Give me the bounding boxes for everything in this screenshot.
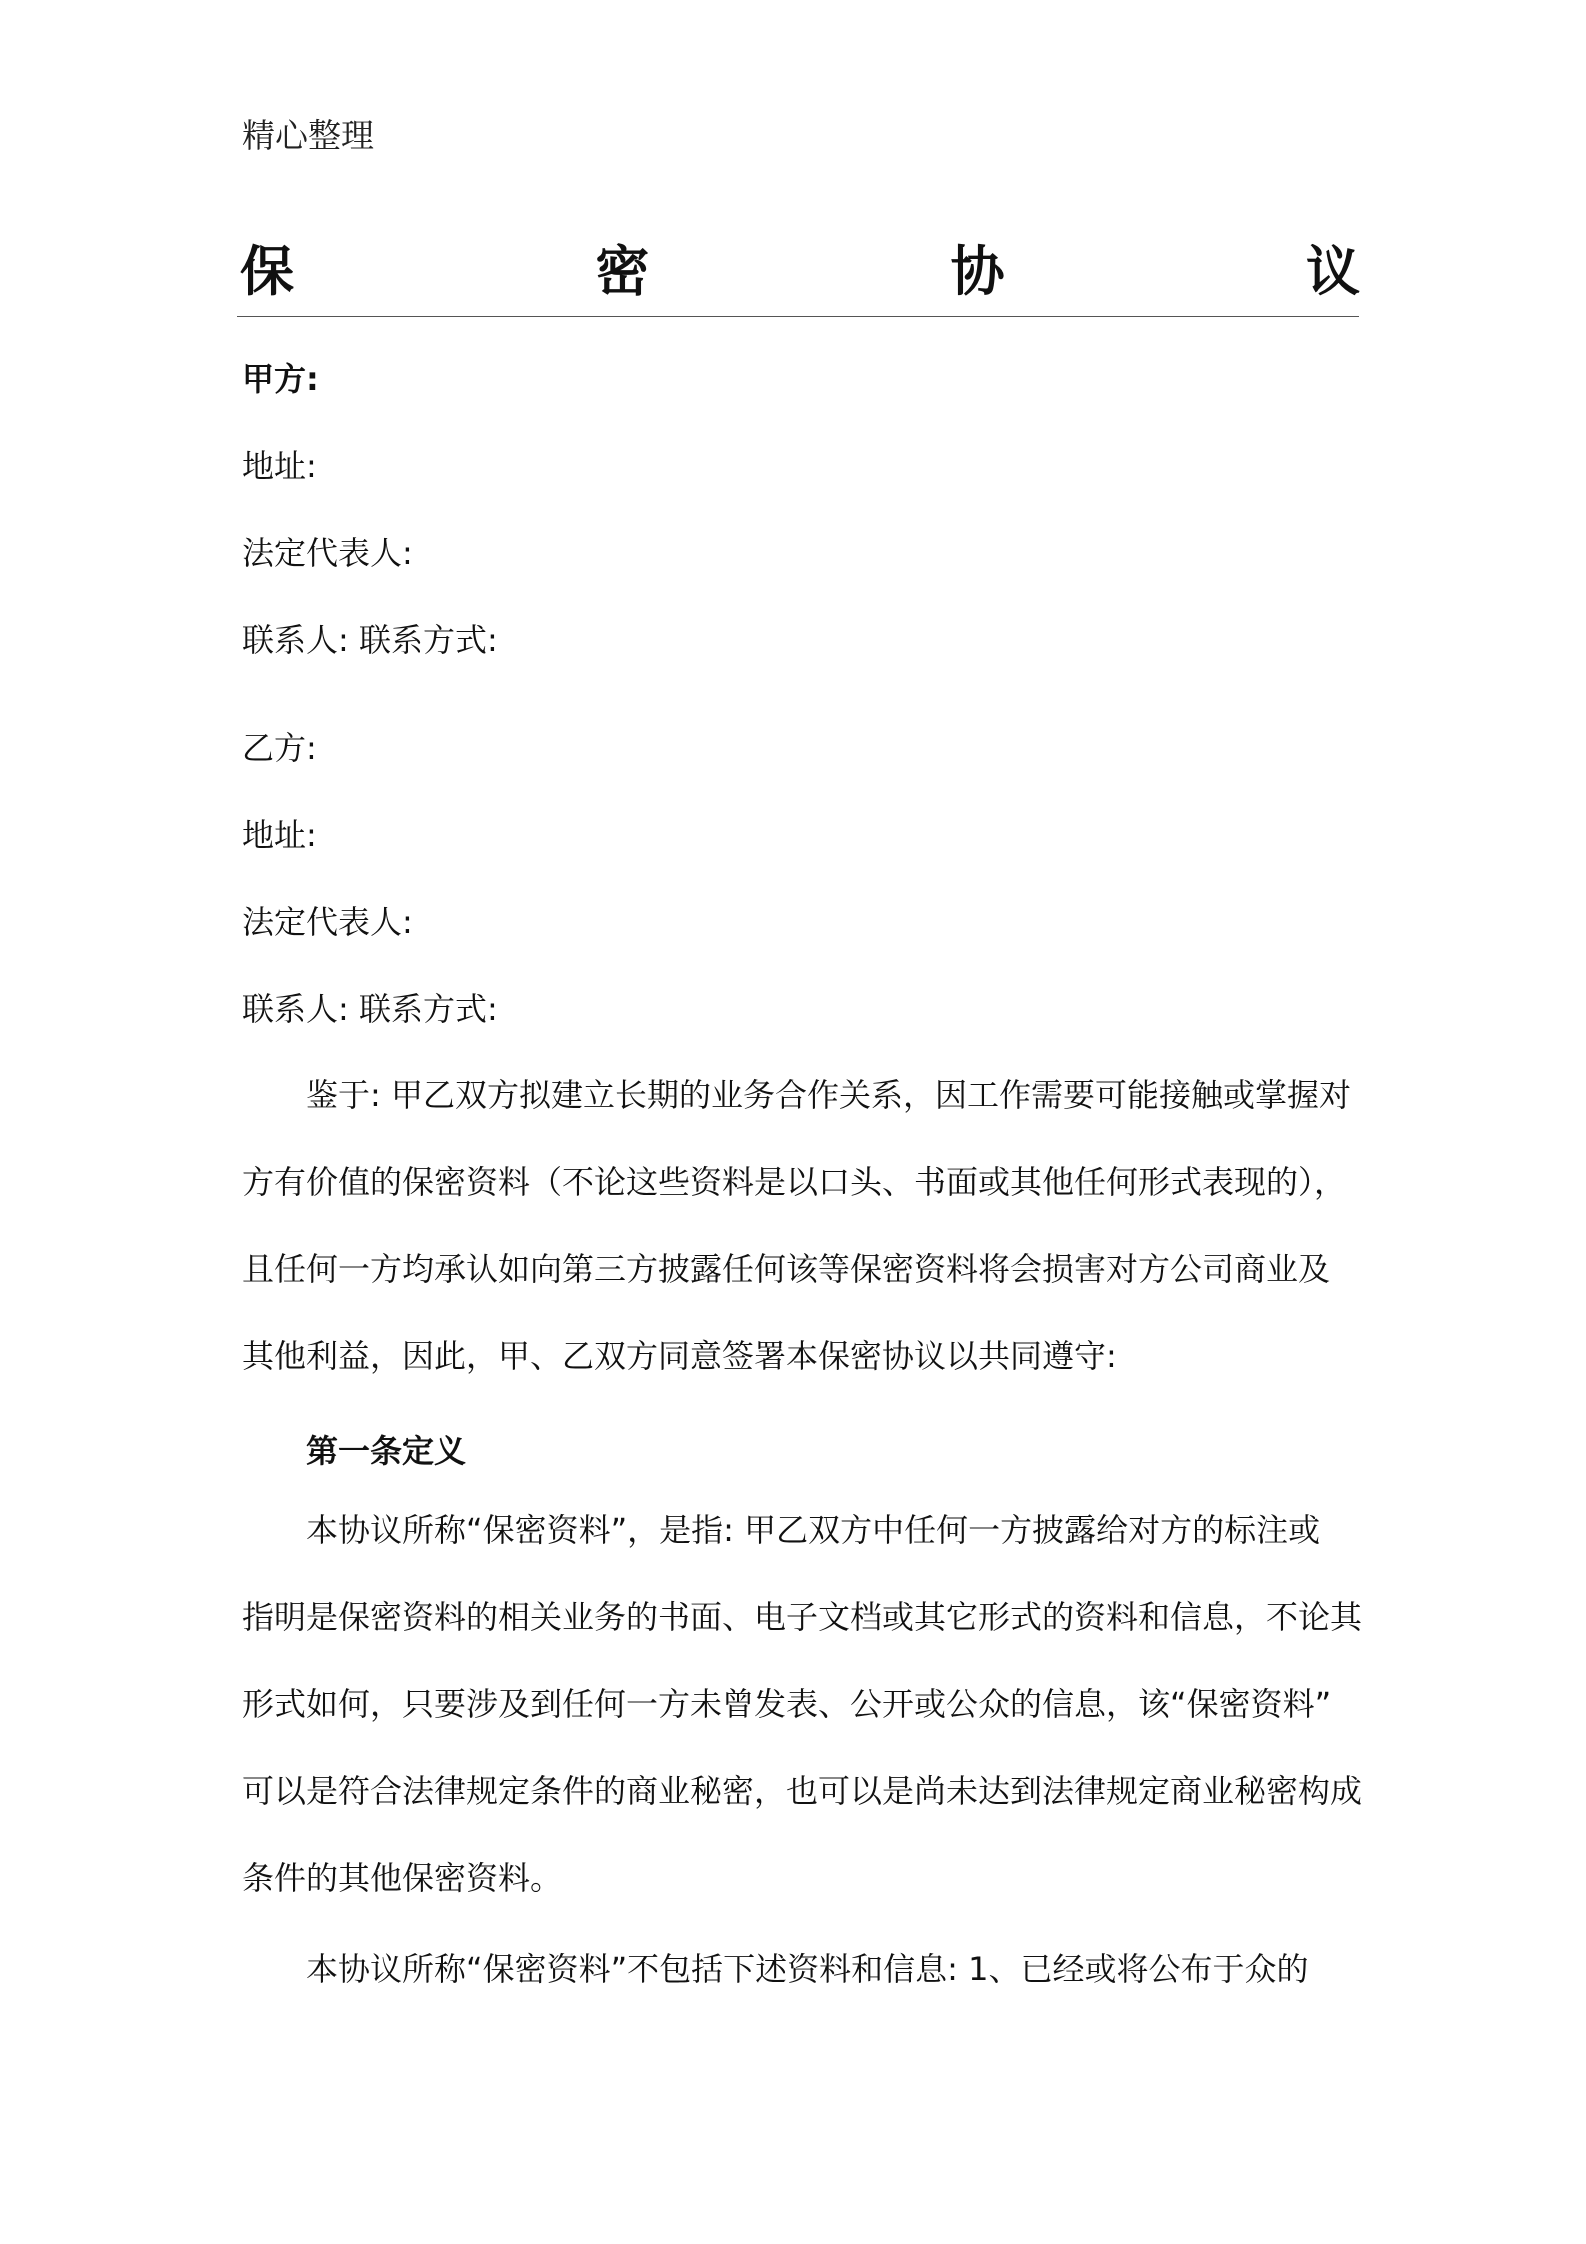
title-char: 保 — [240, 239, 294, 303]
paragraph-line: 形式如何，只要涉及到任何一方未曾发表、公开或公众的信息，该“保密资料” — [242, 1685, 1332, 1723]
paragraph-line: 且任何一方均承认如向第三方披露任何该等保密资料将会损害对方公司商业及 — [242, 1250, 1331, 1288]
paragraph-line: 条件的其他保密资料。 — [242, 1859, 563, 1897]
paragraph-line: 其他利益，因此，甲、乙双方同意签署本保密协议以共同遵守: — [242, 1337, 1117, 1375]
paragraph-line: 鉴于: 甲乙双方拟建立长期的业务合作关系，因工作需要可能接触或掌握对 — [306, 1076, 1351, 1114]
paragraph-line: 本协议所称“保密资料”，是指: 甲乙双方中任何一方披露给对方的标注或 — [306, 1511, 1321, 1549]
document-title — [240, 232, 1360, 302]
title-char: 协 — [950, 239, 1005, 303]
party-b-contact: 联系人: 联系方式: — [242, 990, 498, 1028]
party-a-label: 甲方: — [242, 360, 319, 398]
paragraph-line: 可以是符合法律规定条件的商业秘密，也可以是尚未达到法律规定商业秘密构成 — [242, 1772, 1363, 1810]
title-char: 密 — [595, 239, 650, 303]
header-note: 精心整理 — [242, 116, 374, 155]
party-a-contact: 联系人: 联系方式: — [242, 621, 498, 659]
party-b-label: 乙方: — [242, 729, 317, 767]
whereas-paragraph — [242, 1052, 1362, 1400]
paragraph-line: 指明是保密资料的相关业务的书面、电子文档或其它形式的资料和信息，不论其 — [242, 1598, 1363, 1636]
title-char: 议 — [1305, 239, 1360, 303]
paragraph-line: 方有价值的保密资料（不论这些资料是以口头、书面或其他任何形式表现的）， — [242, 1163, 1347, 1201]
paragraph-line: 本协议所称“保密资料”不包括下述资料和信息: 1、已经或将公布于众的 — [306, 1950, 1309, 1988]
exclusion-paragraph — [242, 1926, 1362, 2013]
party-a-legal-rep: 法定代表人: — [242, 534, 413, 572]
party-b-address: 地址: — [242, 816, 317, 854]
article-1-heading: 第一条定义 — [306, 1432, 467, 1470]
party-b-legal-rep: 法定代表人: — [242, 903, 413, 941]
definition-paragraph — [242, 1487, 1362, 1922]
party-a-address: 地址: — [242, 447, 317, 485]
title-underline — [237, 316, 1359, 317]
